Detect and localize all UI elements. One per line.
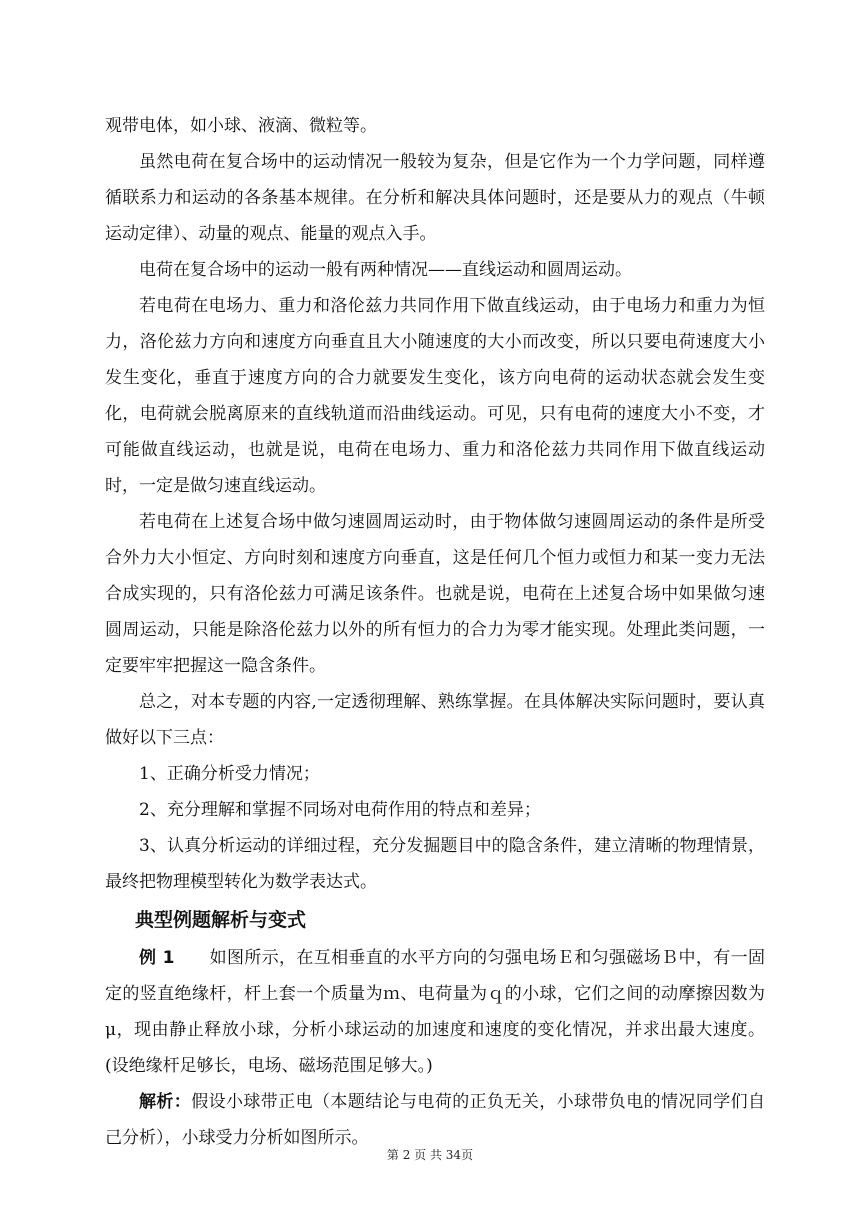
list-item-3: 3、认真分析运动的详细过程，充分发掘题目中的隐含条件，建立清晰的物理情景，最终把物理模型转化为数学表达式。: [105, 836, 765, 892]
section-heading: 典型例题解析与变式: [135, 909, 307, 931]
example-label: 例 1: [139, 948, 175, 968]
paragraph-4: 若电荷在电场力、重力和洛伦兹力共同作用下做直线运动，由于电场力和重力为恒力，洛伦兹力方向和速度方向垂直且大小随速度的大小而改变，所以只要电荷速度大小发生变化，垂直于速度方向的合力就要发生变化，该方向电荷的运动状态就会发生变化，电荷就会脱离原来的直线轨道而沿曲线运动。可见，只有电荷的速度大小不变，才可能做直线运动，也就是说，电荷在电场力、重力和洛伦兹力共同作用下做直线运动时，一定是做匀速直线运动。: [105, 296, 765, 496]
paragraph-2: 虽然电荷在复合场中的运动情况一般较为复杂，但是它作为一个力学问题，同样遵循联系力和运动的各条基本规律。在分析和解决具体问题时，还是要从力的观点（牛顿运动定律）、动量的观点、能量的观点入手。: [105, 152, 765, 244]
page-footer: 第 2 页 共 34页: [386, 1148, 474, 1162]
solution-text: 假设小球带正电（本题结论与电荷的正负无关，小球带负电的情况同学们自己分析），小球受力分析如图所示。: [105, 1092, 766, 1148]
paragraph-3: 电荷在复合场中的运动一般有两种情况——直线运动和圆周运动。: [139, 260, 632, 280]
paragraph-5: 若电荷在上述复合场中做匀速圆周运动时，由于物体做匀速圆周运动的条件是所受合外力大小恒定、方向时刻和速度方向垂直，这是任何几个恒力或恒力和某一变力无法合成实现的，只有洛伦兹力可满足该条件。也就是说，电荷在上述复合场中如果做匀速圆周运动，只能是除洛伦兹力以外的所有恒力的合力为零才能实现。处理此类问题，一定要牢牢把握这一隐含条件。: [105, 512, 765, 676]
list-item-1: 1、正确分析受力情况；: [139, 764, 320, 784]
paragraph-6: 总之，对本专题的内容,一定透彻理解、熟练掌握。在具体解决实际问题时，要认真做好以下三点：: [105, 692, 765, 748]
example-paragraph: [105, 940, 765, 1084]
list-item-2: 2、充分理解和掌握不同场对电荷作用的特点和差异；: [139, 800, 541, 820]
paragraph-1: 观带电体，如小球、液滴、微粒等。: [105, 116, 377, 136]
example-text: 如图所示，在互相垂直的水平方向的匀强电场Ｅ和匀强磁场Ｂ中，有一固定的竖直绝缘杆，杆上套一个质量为ｍ、电荷量为ｑ的小球，它们之间的动摩擦因数为μ，现由静止释放小球，分析小球运动的加速度和速度的变化情况，并求出最大速度。(设绝缘杆足够长，电场、磁场范围足够大。): [105, 948, 765, 1076]
page-body: [105, 108, 765, 1156]
solution-label: 解析：: [139, 1092, 192, 1112]
